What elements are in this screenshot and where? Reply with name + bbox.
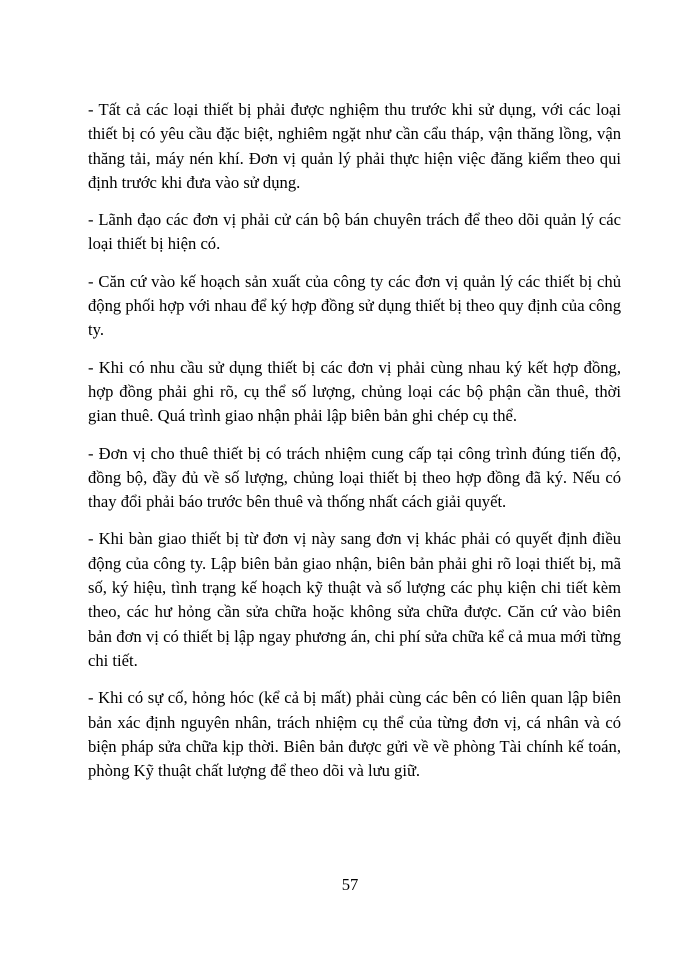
paragraph-5: - Đơn vị cho thuê thiết bị có trách nhiệm cung cấp tại công trình đúng tiến độ, đồng bộ, đầy đủ về số lượng, chủng loại thiết bị theo hợp đồng đã ký. Nếu có thay đổi phải báo trước bên thuê và thống nhất cách giải quyết. bbox=[88, 443, 621, 512]
paragraph-3: - Căn cứ vào kế hoạch sản xuất của công ty các đơn vị quản lý các thiết bị chủ động phối hợp với nhau để ký hợp đồng sử dụng thiết bị theo quy định của công ty. bbox=[88, 271, 621, 340]
paragraph-2: - Lãnh đạo các đơn vị phải cử cán bộ bán chuyên trách để theo dõi quản lý các loại thiết bị hiện có. bbox=[88, 210, 621, 254]
paragraph-6: - Khi bàn giao thiết bị từ đơn vị này sang đơn vị khác phải có quyết định điều động của công ty. Lập biên bản giao nhận, biên bản phải ghi rõ loại thiết bị, mã số, ký hiệu, tình trạng kế hoạch kỹ thuật và số lượng các phụ kiện chi tiết kèm theo, các hư hỏng cần sửa chữa hoặc không sửa chữa được. Căn cứ vào biên bản đơn vị có thiết bị lập ngay phương án, chi phí sửa chữa kể cả mua mới từng chi tiết. bbox=[88, 529, 621, 670]
paragraph-1: - Tất cả các loại thiết bị phải được nghiệm thu trước khi sử dụng, với các loại thiết bị có yêu cầu đặc biệt, nghiêm ngặt như cần cẩu tháp, vận thăng lồng, vận thăng tải, máy nén khí. Đơn vị quản lý phải thực hiện việc đăng kiểm theo qui định trước khi đưa vào sử dụng. bbox=[88, 100, 621, 192]
paragraph-4: - Khi có nhu cầu sử dụng thiết bị các đơn vị phải cùng nhau ký kết hợp đồng, hợp đồng phải ghi rõ, cụ thể số lượng, chủng loại các bộ phận cần thuê, thời gian thuê. Quá trình giao nhận phải lập biên bản ghi chép cụ thể. bbox=[88, 357, 621, 426]
page-body bbox=[88, 98, 621, 796]
page-number: 57 bbox=[341, 875, 359, 894]
paragraph-7: - Khi có sự cố, hỏng hóc (kể cả bị mất) phải cùng các bên có liên quan lập biên bản xác định nguyên nhân, trách nhiệm cụ thể của từng đơn vị, cá nhân và có biện pháp sửa chữa kịp thời. Biên bản được gửi về về phòng Tài chính kế toán, phòng Kỹ thuật chất lượng để theo dõi và lưu giữ. bbox=[88, 688, 621, 781]
